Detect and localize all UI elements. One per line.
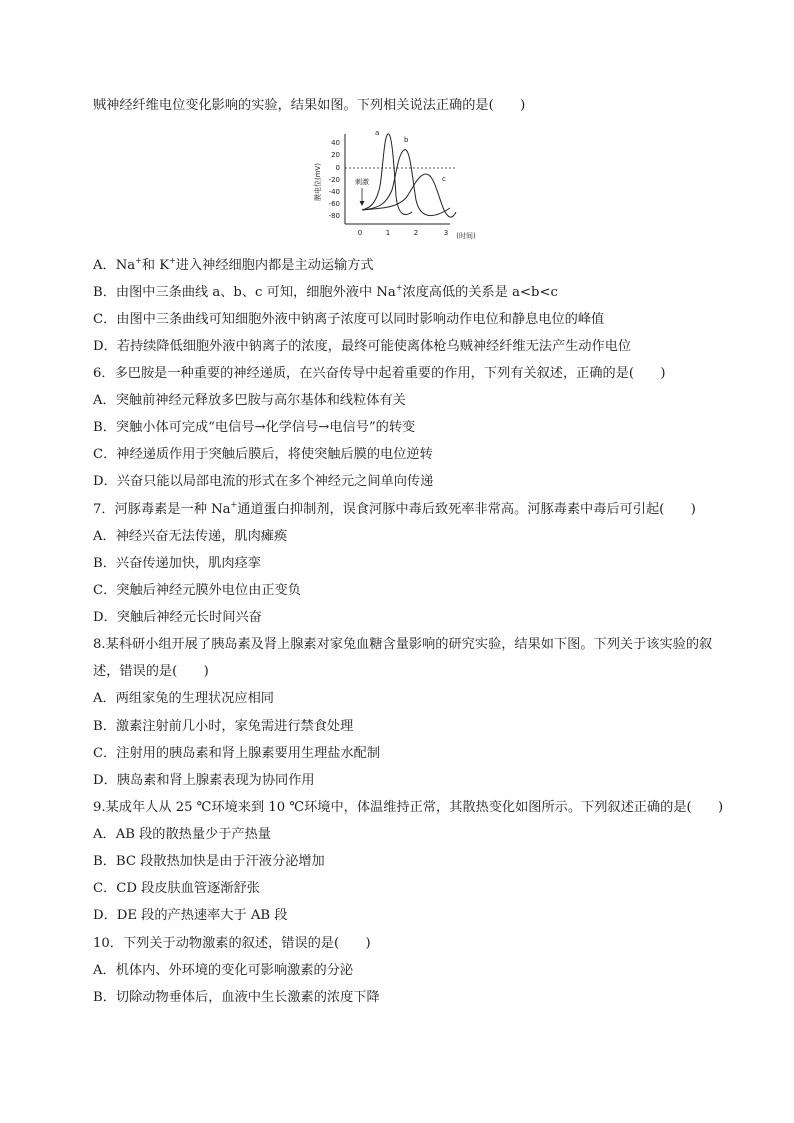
curve-label-c: c [442,175,446,183]
y-tick-0: 0 [335,164,340,172]
curve-b [362,150,450,216]
q10-stem: 10．下列关于动物激素的叙述，错误的是( ) [93,936,371,951]
q6-option-c: C．神经递质作用于突触后膜后，将使突触后膜的电位逆转 [93,447,433,462]
q10-option-b: B．切除动物垂体后，血液中生长激素的浓度下降 [93,990,380,1005]
x-tick-2: 2 [413,229,419,237]
q7-option-a: A．神经兴奋无法传递，肌肉瘫痪 [93,529,288,544]
y-tick-20: 20 [331,151,340,159]
stimulus-label: 刺激 [355,178,369,186]
q6-stem: 6．多巴胺是一种重要的神经递质，在兴奋传导中起着重要的作用，下列有关叙述，正确的是( ) [93,366,666,381]
q6-option-b: B．突触小体可完成“电信号→化学信号→电信号”的转变 [93,420,416,435]
membrane-potential-figure [300,126,500,246]
intro-line: 贼神经纤维电位变化影响的实验，结果如图。下列相关说法正确的是( ) [93,98,526,113]
q9-option-b: B．BC 段散热加快是由于汗液分泌增加 [93,854,325,869]
y-tick-neg60: -60 [328,200,340,208]
y-tick-neg40: -40 [328,188,340,196]
q7-option-b: B．兴奋传递加快，肌肉痉挛 [93,556,261,571]
q9-option-d: D．DE 段的产热速率大于 AB 段 [93,908,288,923]
q5-option-c: C．由图中三条曲线可知细胞外液中钠离子浓度可以同时影响动作电位和静息电位的峰值 [93,312,605,327]
q6-option-a: A．突触前神经元释放多巴胺与高尔基体和线粒体有关 [93,393,406,408]
q7-option-d: D．突触后神经元长时间兴奋 [93,610,262,625]
stimulus-arrowhead [360,201,365,206]
x-axis-label: (时间) [456,232,476,240]
q5-option-a: A．Na+和 K+进入神经细胞内都是主动运输方式 [93,255,374,273]
superscript-plus: + [135,255,142,265]
x-tick-3: 3 [443,229,449,237]
q9-stem: 9.某成年人从 25 ℃环境来到 10 ℃环境中，体温维持正常，其散热变化如图所示。下列叙述正确的是( ) [93,800,724,815]
x-tick-1: 1 [385,229,391,237]
q7-stem: 7．河豚毒素是一种 Na+通道蛋白抑制剂，误食河豚中毒后致死率非常高。河豚毒素中毒后可引起( ) [93,499,696,517]
superscript-plus: + [230,499,238,509]
q8-option-a: A．两组家兔的生理状况应相同 [93,691,274,706]
q8-option-d: D．胰岛素和肾上腺素表现为协同作用 [93,773,315,788]
q5-option-d: D．若持续降低细胞外液中钠离子的浓度，最终可能使离体枪乌贼神经纤维无法产生动作电位 [93,339,632,354]
q9-option-a: A．AB 段的散热量少于产热量 [93,827,271,842]
x-tick-0: 0 [357,229,363,237]
y-axis-label: 膜电位(mV) [314,162,322,202]
y-tick-40: 40 [331,139,340,147]
q6-option-d: D．兴奋只能以局部电流的形式在多个神经元之间单向传递 [93,474,434,489]
q8-stem-line1: 8.某科研小组开展了胰岛素及肾上腺素对家兔血糖含量影响的研究实验，结果如下图。下列关于该实验的叙 [93,637,713,652]
q5-option-b: B．由图中三条曲线 a、b、c 可知，细胞外液中 Na+浓度高低的关系是 a<b<c [93,282,558,300]
curve-a [362,134,412,215]
y-tick-neg80: -80 [328,212,340,220]
q8-option-b: B．激素注射前几小时，家兔需进行禁食处理 [93,719,354,734]
q8-stem-line2: 述，错误的是( ) [93,664,209,679]
q9-option-c: C．CD 段皮肤血管逐渐舒张 [93,881,260,896]
y-tick-neg20: -20 [328,176,340,184]
q8-option-c: C．注射用的胰岛素和肾上腺素要用生理盐水配制 [93,746,381,761]
superscript-plus: + [395,282,403,292]
curve-label-b: b [404,136,409,144]
q10-option-a: A．机体内、外环境的变化可影响激素的分泌 [93,963,354,978]
superscript-plus: + [169,255,176,265]
q7-option-c: C．突触后神经元膜外电位由正变负 [93,583,301,598]
curve-label-a: a [375,129,380,137]
